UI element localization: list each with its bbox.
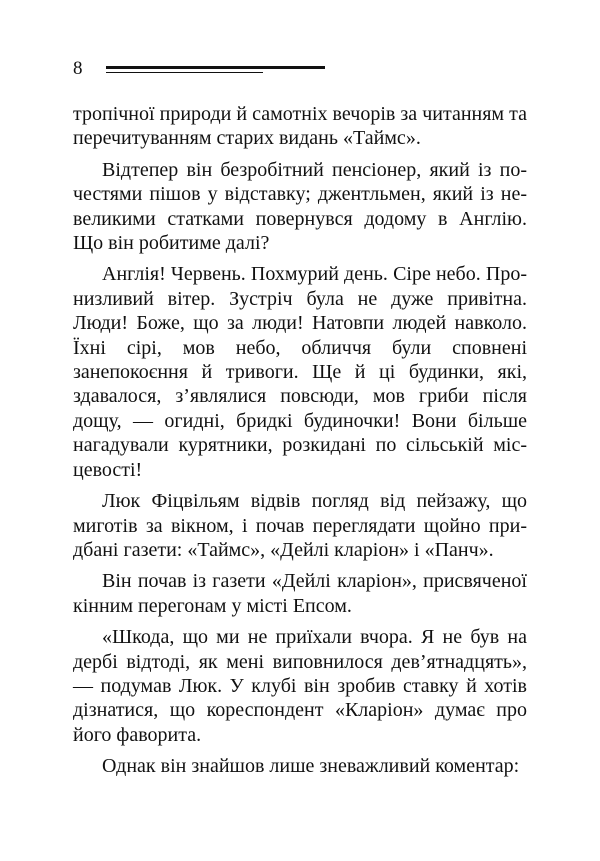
paragraph: Відтепер він безробітний пенсіонер, який із почестями пішов у відставку; джентльмен, який із невеликими статками повернувся додому в Англію. Що він робитиме далі? [73, 158, 527, 255]
paragraph: Однак він знайшов лише зневажливий коментар: [102, 755, 520, 778]
paragraph: «Шкода, що ми не приїхали вчора. Я не був на дербі відтоді, як мені виповнилося дев’ятнадцять», — подумав Люк. У клубі він зробив ставку й хотів дізнатися, що кореспондент «Кларіон» думає про його фаворита. [73, 626, 527, 746]
body-text [73, 102, 527, 786]
paragraph: Він почав із газети «Дейлі кларіон», присвяченої кінним перегонам у місті Епсом. [73, 570, 527, 617]
paragraph: тропічної природи й самотніх вечорів за читанням та перечитуванням старих видань «Таймс». [73, 103, 527, 150]
paragraph: Англія! Червень. Похмурий день. Сіре небо. Пронизливий вітер. Зустріч була не дуже привітна. Люди! Боже, що за люди! Натовпи людей навколо. Їхні сірі, мов небо, обличчя були сповнені занепокоєння й тривоги. Ще й ці будинки, які, здавалося, з’являлися повсюди, мов гриби після дощу, — огидні, бридкі будиночки! Вони більше нагадували курятники, розкидані по сільській місцевості! [73, 263, 527, 481]
page-number: 8 [73, 58, 83, 79]
paragraph: Люк Фіцвільям відвів погляд від пейзажу, що миготів за вікном, і почав переглядати щойно придбані газети: «Таймс», «Дейлі кларіон» і «Панч». [73, 490, 527, 561]
header-rule-thin [106, 72, 263, 73]
header-rule-thick [106, 66, 325, 69]
